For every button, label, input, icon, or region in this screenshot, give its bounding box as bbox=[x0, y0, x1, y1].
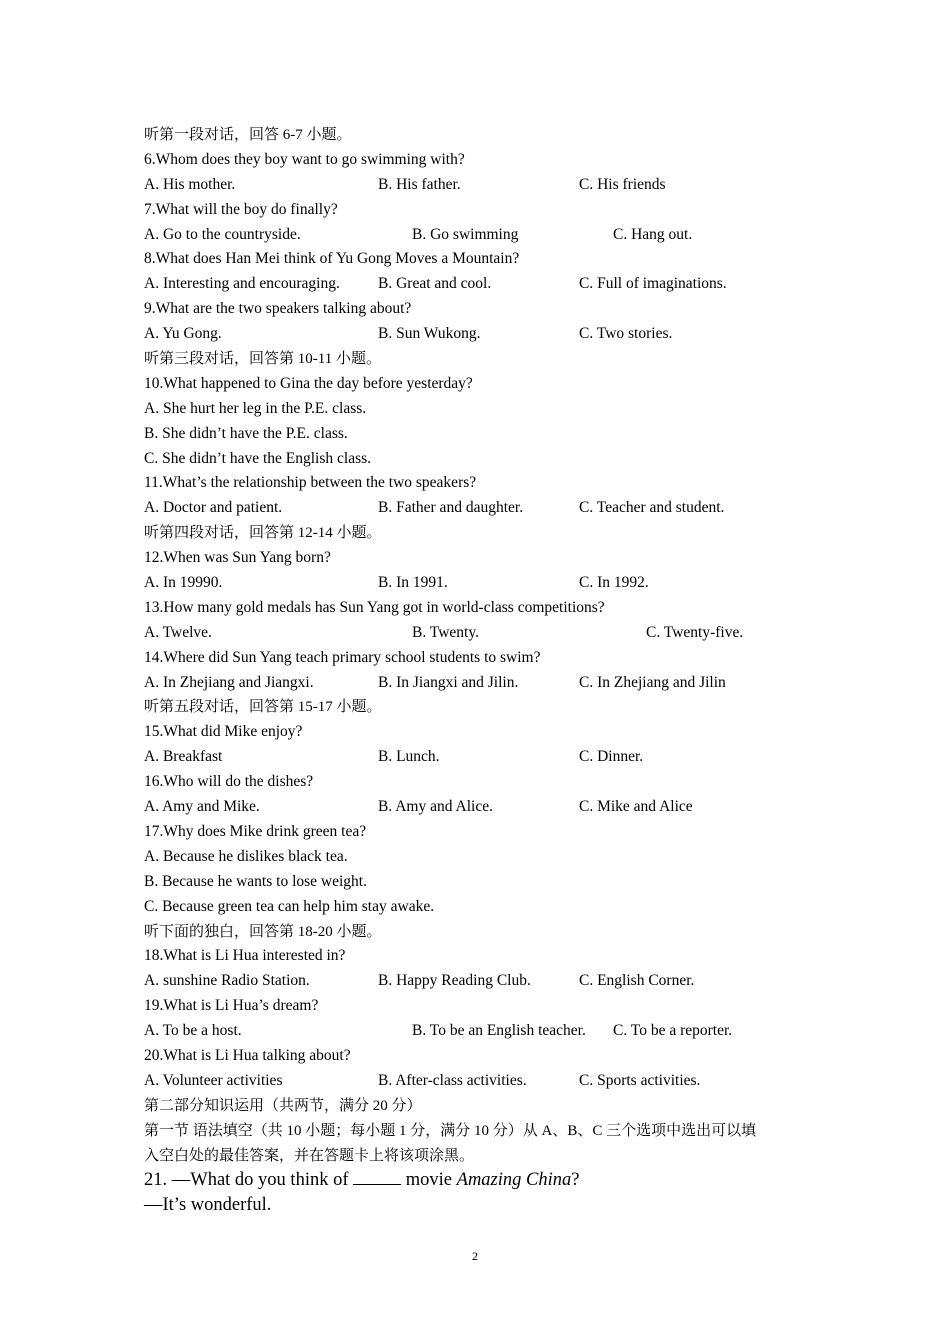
option-b: B. Because he wants to lose weight. bbox=[144, 872, 367, 890]
option-c: C. Two stories. bbox=[579, 325, 673, 343]
option-c: C. Mike and Alice bbox=[579, 798, 693, 816]
option-c: C. In Zhejiang and Jilin bbox=[579, 673, 726, 691]
question-21-answer: —It’s wonderful. bbox=[144, 1194, 272, 1215]
part-two-header: 第二部分知识运用（共两节，满分 20 分） bbox=[144, 1097, 422, 1114]
question-stem-20: 20.What is Li Hua talking about? bbox=[144, 1046, 351, 1064]
option-a: A. His mother. bbox=[144, 175, 236, 193]
question-stem-8: 8.What does Han Mei think of Yu Gong Moves a Mountain? bbox=[144, 250, 520, 268]
option-a: A. Because he dislikes black tea. bbox=[144, 847, 348, 865]
question-stem-9: 9.What are the two speakers talking about? bbox=[144, 300, 412, 318]
option-b: B. Father and daughter. bbox=[378, 499, 524, 517]
options-row-7 bbox=[144, 223, 824, 248]
option-b: B. She didn’t have the P.E. class. bbox=[144, 424, 348, 442]
question-stem-14: 14.Where did Sun Yang teach primary school students to swim? bbox=[144, 648, 541, 666]
exam-content bbox=[144, 123, 824, 1217]
option-c: C. She didn’t have the English class. bbox=[144, 449, 372, 467]
option-a: A. Amy and Mike. bbox=[144, 798, 260, 816]
option-b: B. Twenty. bbox=[412, 623, 479, 641]
options-row-18 bbox=[144, 969, 824, 994]
option-a: A. sunshine Radio Station. bbox=[144, 972, 310, 990]
option-b: B. Great and cool. bbox=[378, 275, 492, 293]
options-row-16 bbox=[144, 795, 824, 820]
option-a: A. Yu Gong. bbox=[144, 325, 222, 343]
option-c: C. Because green tea can help him stay awake. bbox=[144, 897, 435, 915]
options-row-6 bbox=[144, 173, 824, 198]
movie-title: Amazing China bbox=[456, 1170, 572, 1191]
option-b: B. His father. bbox=[378, 175, 461, 193]
options-row-19 bbox=[144, 1019, 824, 1044]
option-a: A. Twelve. bbox=[144, 623, 212, 641]
option-a: A. In 19990. bbox=[144, 574, 223, 592]
option-c: C. Dinner. bbox=[579, 748, 644, 766]
option-a: A. Volunteer activities bbox=[144, 1071, 283, 1089]
question-stem-10: 10.What happened to Gina the day before yesterday? bbox=[144, 374, 473, 392]
question-21-prefix: 21. —What do you think of bbox=[144, 1170, 349, 1191]
answer-blank bbox=[353, 1169, 401, 1185]
question-stem-12: 12.When was Sun Yang born? bbox=[144, 549, 331, 567]
question-stem-13: 13.How many gold medals has Sun Yang got in world-class competitions? bbox=[144, 598, 605, 616]
options-row-11 bbox=[144, 496, 824, 521]
question-21-end: ? bbox=[571, 1170, 580, 1191]
question-21 bbox=[144, 1168, 824, 1193]
grammar-instructions-line-2: 入空白处的最佳答案，并在答题卡上将该项涂黑。 bbox=[144, 1147, 475, 1164]
section-header-dialogue-1: 听第一段对话，回答 6-7 小题。 bbox=[144, 127, 352, 143]
question-stem-19: 19.What is Li Hua’s dream? bbox=[144, 997, 319, 1015]
option-c: C. His friends bbox=[579, 175, 666, 193]
option-a: A. Doctor and patient. bbox=[144, 499, 283, 517]
option-a: A. She hurt her leg in the P.E. class. bbox=[144, 399, 367, 417]
question-stem-17: 17.Why does Mike drink green tea? bbox=[144, 822, 367, 840]
options-row-20 bbox=[144, 1069, 824, 1094]
question-21-middle: movie bbox=[405, 1170, 453, 1191]
option-a: A. Go to the countryside. bbox=[144, 225, 301, 243]
option-a: A. Interesting and encouraging. bbox=[144, 275, 340, 293]
question-stem-6: 6.Whom does they boy want to go swimming with? bbox=[144, 150, 465, 168]
option-b: B. Happy Reading Club. bbox=[378, 972, 531, 990]
option-c: C. Hang out. bbox=[613, 225, 693, 243]
options-row-14 bbox=[144, 671, 824, 696]
section-header-dialogue-5: 听第五段对话，回答第 15-17 小题。 bbox=[144, 699, 382, 716]
question-stem-18: 18.What is Li Hua interested in? bbox=[144, 947, 346, 965]
options-row-12 bbox=[144, 571, 824, 596]
option-b: B. Go swimming bbox=[412, 225, 519, 243]
section-header-dialogue-3: 听第三段对话，回答第 10-11 小题。 bbox=[144, 351, 381, 368]
option-c: C. Teacher and student. bbox=[579, 499, 725, 517]
options-row-8 bbox=[144, 272, 824, 297]
question-stem-15: 15.What did Mike enjoy? bbox=[144, 723, 303, 741]
option-c: C. English Corner. bbox=[579, 972, 695, 990]
option-a: A. Breakfast bbox=[144, 748, 223, 766]
option-b: B. To be an English teacher. bbox=[412, 1022, 586, 1040]
section-header-dialogue-4: 听第四段对话，回答第 12-14 小题。 bbox=[144, 525, 382, 542]
option-b: B. In Jiangxi and Jilin. bbox=[378, 673, 519, 691]
option-b: B. Lunch. bbox=[378, 748, 440, 766]
option-c: C. Full of imaginations. bbox=[579, 275, 727, 293]
option-c: C. Twenty-five. bbox=[646, 623, 744, 641]
section-header-monologue: 听下面的独白，回答第 18-20 小题。 bbox=[144, 923, 382, 940]
question-stem-7: 7.What will the boy do finally? bbox=[144, 200, 338, 218]
options-row-9 bbox=[144, 322, 824, 347]
option-b: B. After-class activities. bbox=[378, 1071, 527, 1089]
option-b: B. Amy and Alice. bbox=[378, 798, 493, 816]
option-a: A. To be a host. bbox=[144, 1022, 242, 1040]
option-c: C. Sports activities. bbox=[579, 1071, 701, 1089]
question-stem-11: 11.What’s the relationship between the two speakers? bbox=[144, 474, 477, 492]
option-b: B. In 1991. bbox=[378, 574, 448, 592]
options-row-15 bbox=[144, 745, 824, 770]
option-b: B. Sun Wukong. bbox=[378, 325, 481, 343]
option-a: A. In Zhejiang and Jiangxi. bbox=[144, 673, 314, 691]
grammar-instructions-line-1: 第一节 语法填空（共 10 小题；每小题 1 分，满分 10 分）从 A、B、C 三个选项中选出可以填 bbox=[144, 1122, 757, 1139]
page-number: 2 bbox=[472, 1249, 478, 1263]
option-c: C. To be a reporter. bbox=[613, 1022, 733, 1040]
question-stem-16: 16.Who will do the dishes? bbox=[144, 773, 314, 791]
options-row-13 bbox=[144, 621, 824, 646]
option-c: C. In 1992. bbox=[579, 574, 649, 592]
